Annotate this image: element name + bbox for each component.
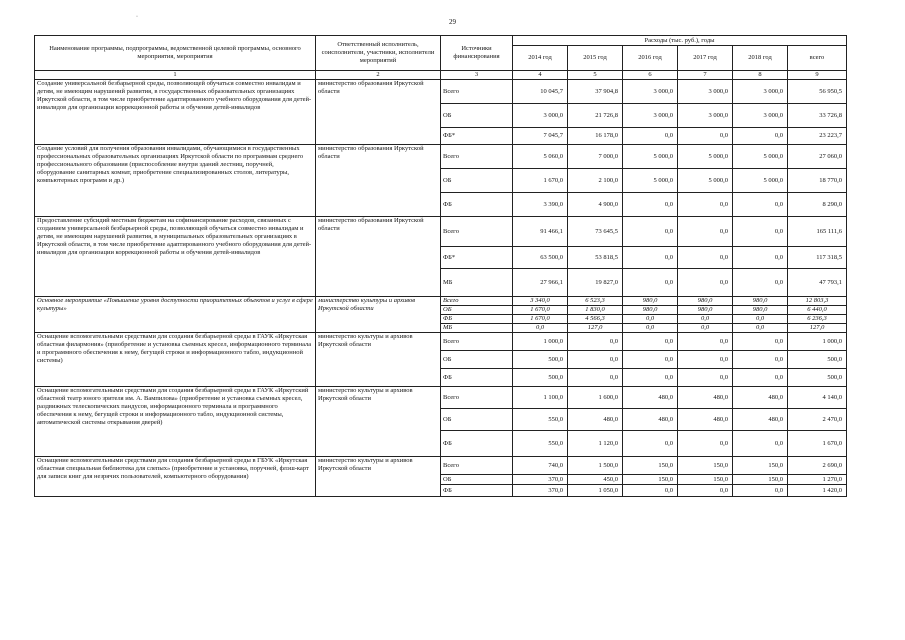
total-cell: 47 793,1: [788, 269, 847, 297]
amount-cell: 980,0: [733, 297, 788, 306]
amount-cell: 0,0: [678, 128, 733, 145]
funding-source: МБ: [441, 324, 513, 333]
amount-cell: 980,0: [733, 306, 788, 315]
amount-cell: 1 670,0: [513, 169, 568, 193]
amount-cell: 480,0: [568, 409, 623, 431]
total-cell: 117 318,5: [788, 247, 847, 269]
amount-cell: 0,0: [733, 315, 788, 324]
amount-cell: 370,0: [513, 485, 568, 497]
total-cell: 4 140,0: [788, 387, 847, 409]
amount-cell: 3 000,0: [678, 80, 733, 104]
amount-cell: 3 340,0: [513, 297, 568, 306]
total-cell: 18 770,0: [788, 169, 847, 193]
total-cell: 8 290,0: [788, 193, 847, 217]
measure-name: Предоставление субсидий местным бюджетам на софинансирование расходов, связанных с созданием универсальной безбарьерной среды, позволяющей обучаться совместно инвалидам и детям, не имеющим нарушений развития, в муниципальных образовательных организациях в Иркутской области, в том числе приобретение адаптированного учебного оборудования для детей-инвалидов для организации коррекционной работы и обучения детей-инвалидов: [35, 217, 316, 297]
amount-cell: 480,0: [678, 387, 733, 409]
amount-cell: 0,0: [568, 369, 623, 387]
amount-cell: 19 827,0: [568, 269, 623, 297]
amount-cell: 0,0: [678, 315, 733, 324]
total-cell: 2 690,0: [788, 457, 847, 475]
amount-cell: 5 000,0: [678, 145, 733, 169]
amount-cell: 3 390,0: [513, 193, 568, 217]
amount-cell: 0,0: [623, 431, 678, 457]
amount-cell: 550,0: [513, 431, 568, 457]
column-number: 7: [678, 71, 733, 80]
funding-source: ОБ: [441, 409, 513, 431]
total-cell: 1 270,0: [788, 475, 847, 485]
responsible-executor: министерство образования Иркутской области: [316, 145, 441, 217]
amount-cell: 480,0: [678, 409, 733, 431]
amount-cell: 1 670,0: [513, 315, 568, 324]
amount-cell: 0,0: [623, 193, 678, 217]
amount-cell: 0,0: [733, 351, 788, 369]
column-number: 6: [623, 71, 678, 80]
amount-cell: 0,0: [678, 333, 733, 351]
total-cell: 12 803,3: [788, 297, 847, 306]
column-number: 8: [733, 71, 788, 80]
amount-cell: 0,0: [623, 333, 678, 351]
amount-cell: 3 000,0: [623, 104, 678, 128]
amount-cell: 3 000,0: [733, 80, 788, 104]
amount-cell: 5 000,0: [623, 169, 678, 193]
funding-source: ОБ: [441, 475, 513, 485]
amount-cell: 0,0: [623, 369, 678, 387]
amount-cell: 5 000,0: [623, 145, 678, 169]
measure-name: Создание условий для получения образования инвалидами, обучающимися в государственных профессиональных образовательных организациях Иркутской области по программам среднего профессионального образования (приспособление внутри зданий лестниц, поручней, оборудование санитарных комнат, приобретение специализированных столов, литературы, компьютерных программ и др.): [35, 145, 316, 217]
header-total: всего: [788, 46, 847, 71]
amount-cell: 0,0: [733, 247, 788, 269]
amount-cell: 0,0: [623, 324, 678, 333]
amount-cell: 480,0: [623, 409, 678, 431]
amount-cell: 980,0: [623, 306, 678, 315]
responsible-executor: министерство образования Иркутской области: [316, 217, 441, 297]
header-year: 2017 год: [678, 46, 733, 71]
amount-cell: 0,0: [568, 351, 623, 369]
total-cell: 6 440,0: [788, 306, 847, 315]
header-source: Источники финансирования: [441, 36, 513, 71]
measure-name: Оснащение вспомогательными средствами для создания безбарьерной среды в ГАУК «Иркутский областной театр юного зрителя им. А. Вампилова» (приобретение и установка съемных кресел, раздвижных телескопических пандусов, информационного терминала и программного обеспечения к нему, бегущей строки и информационного табло, индукционной системы, автоматической системы открывания дверей): [35, 387, 316, 457]
amount-cell: 150,0: [733, 457, 788, 475]
column-number: 2: [316, 71, 441, 80]
amount-cell: 980,0: [623, 297, 678, 306]
amount-cell: 127,0: [568, 324, 623, 333]
responsible-executor: министерство культуры и архивов Иркутской области: [316, 333, 441, 387]
funding-source: Всего: [441, 333, 513, 351]
amount-cell: 10 045,7: [513, 80, 568, 104]
amount-cell: 550,0: [513, 409, 568, 431]
amount-cell: 480,0: [623, 387, 678, 409]
total-cell: 500,0: [788, 351, 847, 369]
amount-cell: 0,0: [678, 431, 733, 457]
funding-source: Всего: [441, 387, 513, 409]
amount-cell: 4 900,0: [568, 193, 623, 217]
amount-cell: 5 000,0: [733, 145, 788, 169]
column-number: 4: [513, 71, 568, 80]
total-cell: 23 223,7: [788, 128, 847, 145]
amount-cell: 21 726,8: [568, 104, 623, 128]
amount-cell: 450,0: [568, 475, 623, 485]
amount-cell: 53 818,5: [568, 247, 623, 269]
amount-cell: 0,0: [678, 485, 733, 497]
column-number: 5: [568, 71, 623, 80]
amount-cell: 0,0: [623, 217, 678, 247]
amount-cell: 37 904,8: [568, 80, 623, 104]
amount-cell: 27 966,1: [513, 269, 568, 297]
amount-cell: 1 600,0: [568, 387, 623, 409]
amount-cell: 0,0: [568, 333, 623, 351]
header-year: 2014 год: [513, 46, 568, 71]
funding-source: ФБ: [441, 315, 513, 324]
funding-source: МБ: [441, 269, 513, 297]
program-expenses-table: [34, 35, 847, 497]
funding-source: ФБ*: [441, 247, 513, 269]
responsible-executor: министерство культуры и архивов Иркутской области: [316, 297, 441, 333]
amount-cell: 0,0: [733, 193, 788, 217]
header-year: 2015 год: [568, 46, 623, 71]
funding-source: ФБ: [441, 193, 513, 217]
amount-cell: 1 500,0: [568, 457, 623, 475]
amount-cell: 150,0: [678, 457, 733, 475]
total-cell: 127,0: [788, 324, 847, 333]
header-responsible: Ответственный исполнитель, соисполнители, участники, исполнители мероприятий: [316, 36, 441, 71]
amount-cell: 1 830,0: [568, 306, 623, 315]
amount-cell: 5 000,0: [678, 169, 733, 193]
amount-cell: 0,0: [623, 351, 678, 369]
amount-cell: 0,0: [623, 128, 678, 145]
amount-cell: 480,0: [733, 409, 788, 431]
amount-cell: 0,0: [623, 269, 678, 297]
amount-cell: 1 120,0: [568, 431, 623, 457]
amount-cell: 150,0: [678, 475, 733, 485]
responsible-executor: министерство образования Иркутской области: [316, 80, 441, 145]
total-cell: 1 670,0: [788, 431, 847, 457]
funding-source: Всего: [441, 457, 513, 475]
header-name: Наименование программы, подпрограммы, ведомственной целевой программы, основного мероприятия, мероприятия: [35, 36, 316, 71]
amount-cell: 7 000,0: [568, 145, 623, 169]
amount-cell: 150,0: [733, 475, 788, 485]
amount-cell: 0,0: [733, 369, 788, 387]
funding-source: ФБ: [441, 431, 513, 457]
total-cell: 2 470,0: [788, 409, 847, 431]
amount-cell: 0,0: [678, 269, 733, 297]
measure-name: Создание универсальной безбарьерной среды, позволяющей обучаться совместно инвалидам и детям, не имеющим нарушений развития, в государственных образовательных организациях Иркутской области, в том числе приобретение адаптированного учебного оборудования для детей-инвалидов для организации коррекционной работы и обучения детей-инвалидов: [35, 80, 316, 145]
amount-cell: 150,0: [623, 457, 678, 475]
funding-source: Всего: [441, 145, 513, 169]
total-cell: 27 060,0: [788, 145, 847, 169]
amount-cell: 980,0: [678, 297, 733, 306]
measure-name: Оснащение вспомогательными средствами для создания безбарьерной среды в ГБУК «Иркутская областная специальная библиотека для слепых» (приобретение и установка, поручней, флэш-карт для записи книг для незрячих пользователей, компьютерного оборудования): [35, 457, 316, 497]
amount-cell: 5 060,0: [513, 145, 568, 169]
amount-cell: 0,0: [733, 485, 788, 497]
header-year: 2016 год: [623, 46, 678, 71]
amount-cell: 0,0: [733, 431, 788, 457]
amount-cell: 16 178,0: [568, 128, 623, 145]
amount-cell: 740,0: [513, 457, 568, 475]
total-cell: 56 950,5: [788, 80, 847, 104]
amount-cell: 7 045,7: [513, 128, 568, 145]
funding-source: Всего: [441, 217, 513, 247]
amount-cell: 0,0: [678, 217, 733, 247]
amount-cell: 2 100,0: [568, 169, 623, 193]
amount-cell: 3 000,0: [513, 104, 568, 128]
page-number: 29: [449, 18, 456, 26]
funding-source: ФБ: [441, 369, 513, 387]
amount-cell: 0,0: [733, 128, 788, 145]
amount-cell: 4 566,3: [568, 315, 623, 324]
amount-cell: 1 100,0: [513, 387, 568, 409]
header-expenses: Расходы (тыс. руб.), годы: [513, 36, 847, 46]
funding-source: ОБ: [441, 104, 513, 128]
amount-cell: 0,0: [678, 369, 733, 387]
funding-source: ОБ: [441, 169, 513, 193]
total-cell: 6 236,3: [788, 315, 847, 324]
amount-cell: 63 500,0: [513, 247, 568, 269]
amount-cell: 3 000,0: [678, 104, 733, 128]
amount-cell: 73 645,5: [568, 217, 623, 247]
total-cell: 500,0: [788, 369, 847, 387]
funding-source: Всего: [441, 80, 513, 104]
total-cell: 165 111,6: [788, 217, 847, 247]
total-cell: 1 420,0: [788, 485, 847, 497]
amount-cell: 480,0: [733, 387, 788, 409]
measure-name: Оснащение вспомогательными средствами для создания безбарьерной среды в ГАУК «Иркутская областная филармония» (приобретение и установка съемных кресел, информационного терминала и программного обеспечения к нему, бегущей строки и информационного табло, индукционной системы): [35, 333, 316, 387]
corner-mark: ·: [136, 14, 138, 20]
total-cell: 1 000,0: [788, 333, 847, 351]
amount-cell: 91 466,1: [513, 217, 568, 247]
amount-cell: 0,0: [733, 269, 788, 297]
responsible-executor: министерство культуры и архивов Иркутской области: [316, 457, 441, 497]
amount-cell: 5 000,0: [733, 169, 788, 193]
amount-cell: 6 523,3: [568, 297, 623, 306]
amount-cell: 0,0: [678, 193, 733, 217]
responsible-executor: министерство культуры и архивов Иркутской области: [316, 387, 441, 457]
amount-cell: 0,0: [678, 351, 733, 369]
amount-cell: 0,0: [513, 324, 568, 333]
column-number: 3: [441, 71, 513, 80]
amount-cell: 0,0: [733, 217, 788, 247]
amount-cell: 500,0: [513, 369, 568, 387]
amount-cell: 0,0: [623, 485, 678, 497]
funding-source: ОБ: [441, 351, 513, 369]
amount-cell: 1 000,0: [513, 333, 568, 351]
amount-cell: 3 000,0: [623, 80, 678, 104]
amount-cell: 0,0: [733, 333, 788, 351]
amount-cell: 0,0: [733, 324, 788, 333]
amount-cell: 0,0: [678, 247, 733, 269]
amount-cell: 500,0: [513, 351, 568, 369]
total-cell: 33 726,8: [788, 104, 847, 128]
column-number: 9: [788, 71, 847, 80]
funding-source: Всего: [441, 297, 513, 306]
funding-source: ФБ: [441, 485, 513, 497]
amount-cell: 150,0: [623, 475, 678, 485]
funding-source: ФБ*: [441, 128, 513, 145]
amount-cell: 0,0: [623, 247, 678, 269]
amount-cell: 0,0: [678, 324, 733, 333]
funding-source: ОБ: [441, 306, 513, 315]
amount-cell: 980,0: [678, 306, 733, 315]
amount-cell: 3 000,0: [733, 104, 788, 128]
amount-cell: 370,0: [513, 475, 568, 485]
column-number: 1: [35, 71, 316, 80]
amount-cell: 1 670,0: [513, 306, 568, 315]
main-event-name: Основное мероприятие «Повышение уровня доступности приоритетных объектов и услуг в сфере культуры»: [35, 297, 316, 333]
header-year: 2018 год: [733, 46, 788, 71]
amount-cell: 1 050,0: [568, 485, 623, 497]
amount-cell: 0,0: [623, 315, 678, 324]
